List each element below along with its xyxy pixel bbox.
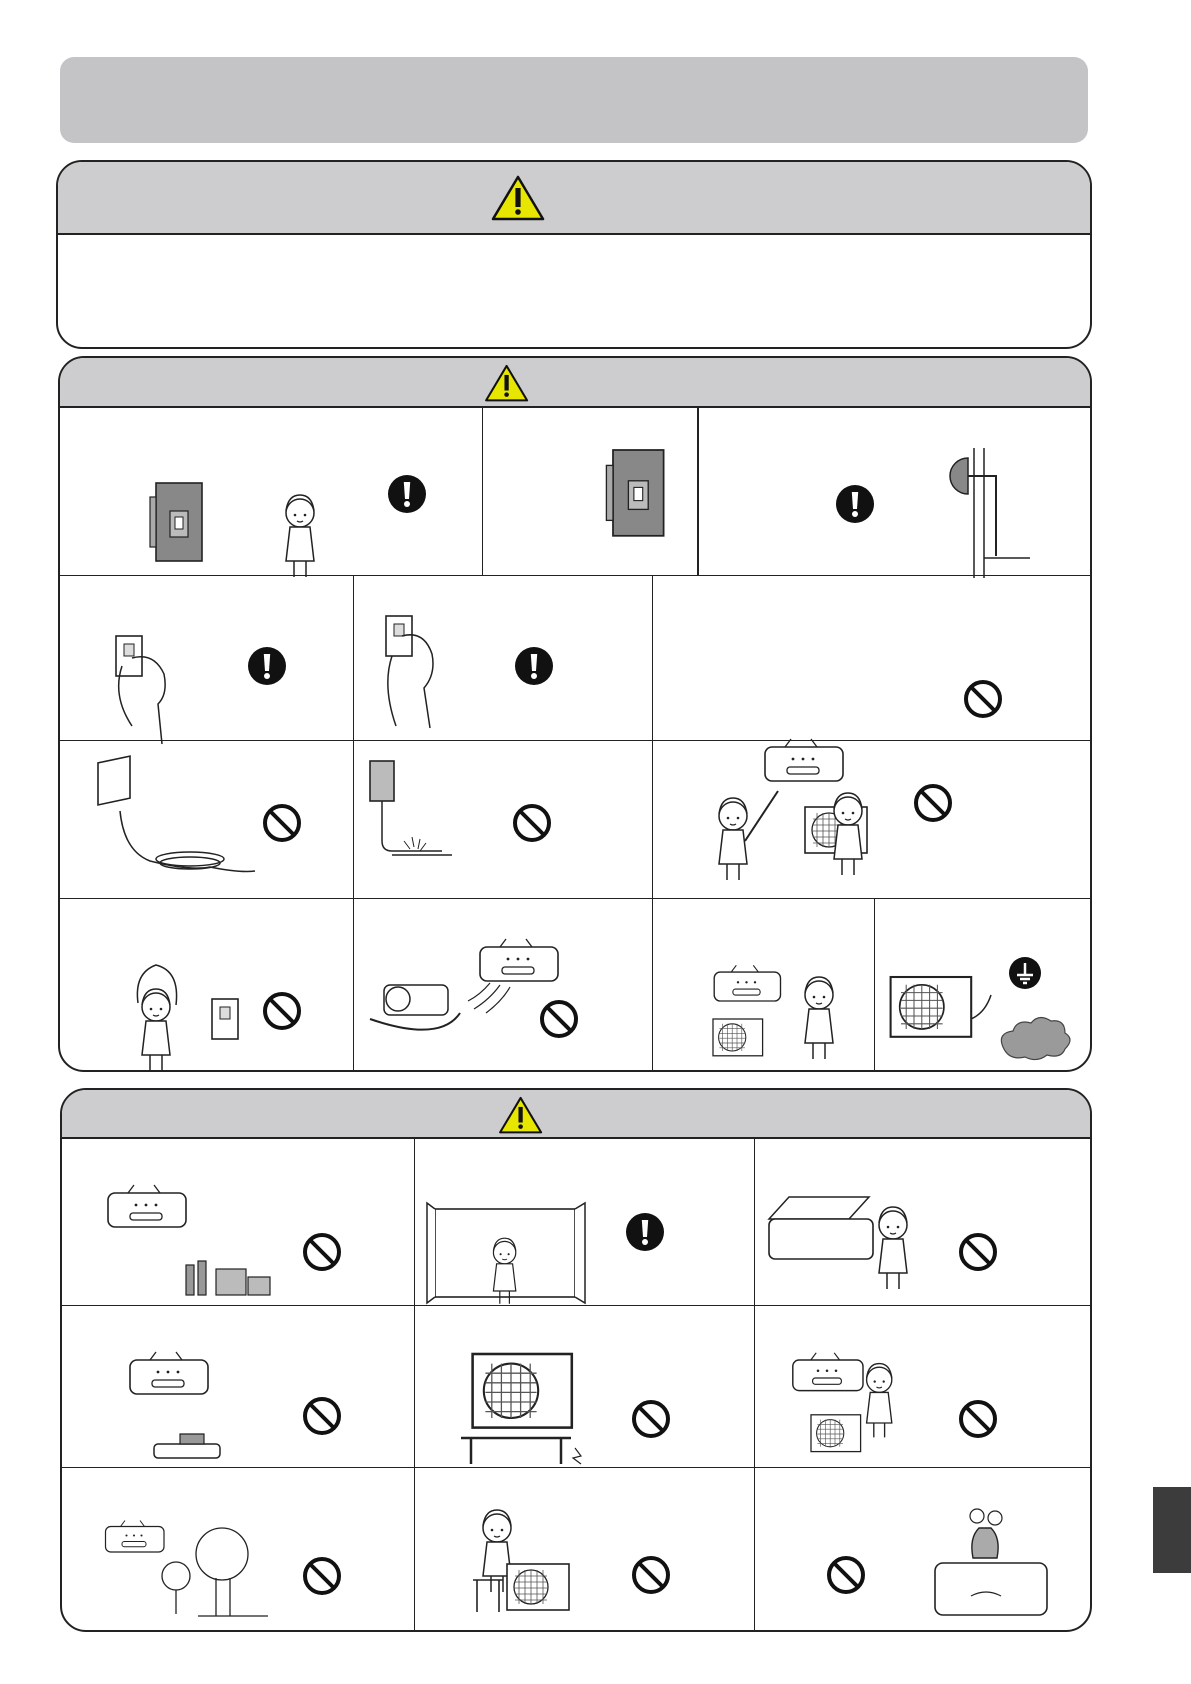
vase-on-unit-illustration xyxy=(935,1509,1047,1615)
indoor-unit-icon xyxy=(765,739,843,781)
prohibited-icon xyxy=(961,1402,995,1436)
mandatory-icon xyxy=(515,647,553,685)
bottles-and-cans-illustration xyxy=(186,1261,270,1295)
indoor-unit-icon xyxy=(480,939,558,981)
prohibited-icon xyxy=(265,994,299,1028)
woman-wet-hands-illustration xyxy=(137,965,176,1071)
airflow-lines xyxy=(468,983,510,1013)
indoor-unit-icon xyxy=(130,1352,208,1394)
child-climbing-outdoor-unit-illustration xyxy=(473,1510,569,1612)
prohibited-icon xyxy=(634,1402,668,1436)
breaker-box-illustration xyxy=(150,483,202,561)
stick-into-unit-cell xyxy=(653,741,1090,898)
warning-grid-panel xyxy=(58,356,1092,1072)
gas-stove-illustration xyxy=(154,1434,220,1458)
ventilation-cell xyxy=(415,1139,754,1305)
woman-spraying-illustration xyxy=(867,1364,892,1438)
caution-grid-panel xyxy=(60,1088,1092,1632)
side-tab xyxy=(1153,1487,1191,1573)
prohibited-icon xyxy=(305,1235,339,1269)
prohibited-icon xyxy=(634,1558,668,1592)
plug-insert-cell xyxy=(60,576,353,740)
indoor-unit-icon xyxy=(714,965,780,1001)
baby-cradle-illustration xyxy=(370,985,460,1030)
warning-panel xyxy=(56,160,1092,349)
abnormal-stop-cell xyxy=(653,899,874,1070)
prohibited-icon xyxy=(916,786,950,820)
mandatory-icon xyxy=(388,475,426,513)
plug-hold-cell xyxy=(354,576,652,740)
woman-cleaning-illustration xyxy=(879,1207,907,1289)
indoor-unit-icon xyxy=(106,1521,165,1553)
socket-icon xyxy=(212,999,238,1039)
indoor-unit-icon xyxy=(108,1185,186,1227)
earth-wire-illustration xyxy=(950,448,1030,578)
prohibited-icon xyxy=(961,1235,995,1269)
outdoor-unit-icon xyxy=(811,1415,861,1452)
broken-stand-outdoor-unit-illustration xyxy=(461,1354,581,1464)
mandatory-icon xyxy=(248,647,286,685)
woman-phone-illustration xyxy=(286,495,314,577)
breaker-cell xyxy=(60,408,482,575)
stove-airflow-cell xyxy=(62,1306,414,1467)
damaged-cord-cell xyxy=(354,741,652,898)
outdoor-unit-with-cable-illustration xyxy=(891,977,991,1037)
mandatory-icon xyxy=(836,485,874,523)
prohibited-icon xyxy=(966,682,1000,716)
vase-on-unit-cell xyxy=(755,1468,1090,1630)
trees-illustration xyxy=(162,1528,268,1616)
prohibited-icon xyxy=(515,806,549,840)
open-window-illustration xyxy=(427,1203,585,1304)
breaker-switch-illustration xyxy=(606,450,663,536)
warning-sign-icon xyxy=(488,174,548,224)
child-at-outdoor-unit-illustration xyxy=(805,793,867,875)
damaged-cord-illustration xyxy=(370,761,452,855)
wet-hands-cell xyxy=(60,899,353,1070)
food-storage-cell xyxy=(62,1139,414,1305)
prohibited-icon xyxy=(305,1559,339,1593)
prohibited-icon xyxy=(305,1399,339,1433)
warning-grid-header xyxy=(60,358,1090,408)
column-divider xyxy=(697,406,699,575)
earth-icon xyxy=(1009,957,1041,989)
section-header-bar xyxy=(60,57,1088,143)
caution-grid-header xyxy=(62,1090,1090,1139)
indoor-unit-icon xyxy=(793,1353,863,1391)
socket-hand-illustration xyxy=(386,616,433,728)
open-indoor-unit-illustration xyxy=(769,1197,873,1259)
warning-panel-header xyxy=(58,162,1090,235)
cord-bundle-cell xyxy=(60,741,353,898)
outdoor-unit-icon xyxy=(713,1019,763,1056)
baby-airflow-cell xyxy=(354,899,652,1070)
earth-cell xyxy=(875,899,1090,1070)
earthing-cell xyxy=(700,408,1090,575)
smoke-cloud xyxy=(1001,1017,1070,1059)
prohibited-icon xyxy=(829,1558,863,1592)
plants-airflow-cell xyxy=(62,1468,414,1630)
text-cell xyxy=(653,576,1090,740)
prohibited-icon xyxy=(265,806,299,840)
spray-cell xyxy=(755,1306,1090,1467)
breaker-switch-cell xyxy=(483,408,697,575)
warning-sign-icon xyxy=(482,361,532,405)
mandatory-icon xyxy=(626,1213,664,1251)
outdoor-stand-cell xyxy=(415,1306,754,1467)
person-with-hat-illustration xyxy=(805,977,833,1059)
climbing-cell xyxy=(415,1468,754,1630)
warning-sign-icon xyxy=(496,1093,546,1137)
child-with-stick-illustration xyxy=(719,791,778,880)
prohibited-icon xyxy=(542,1002,576,1036)
bundled-cord-illustration xyxy=(98,756,255,871)
socket-hand-illustration xyxy=(116,636,165,744)
unit-cleaning-cell xyxy=(755,1139,1090,1305)
